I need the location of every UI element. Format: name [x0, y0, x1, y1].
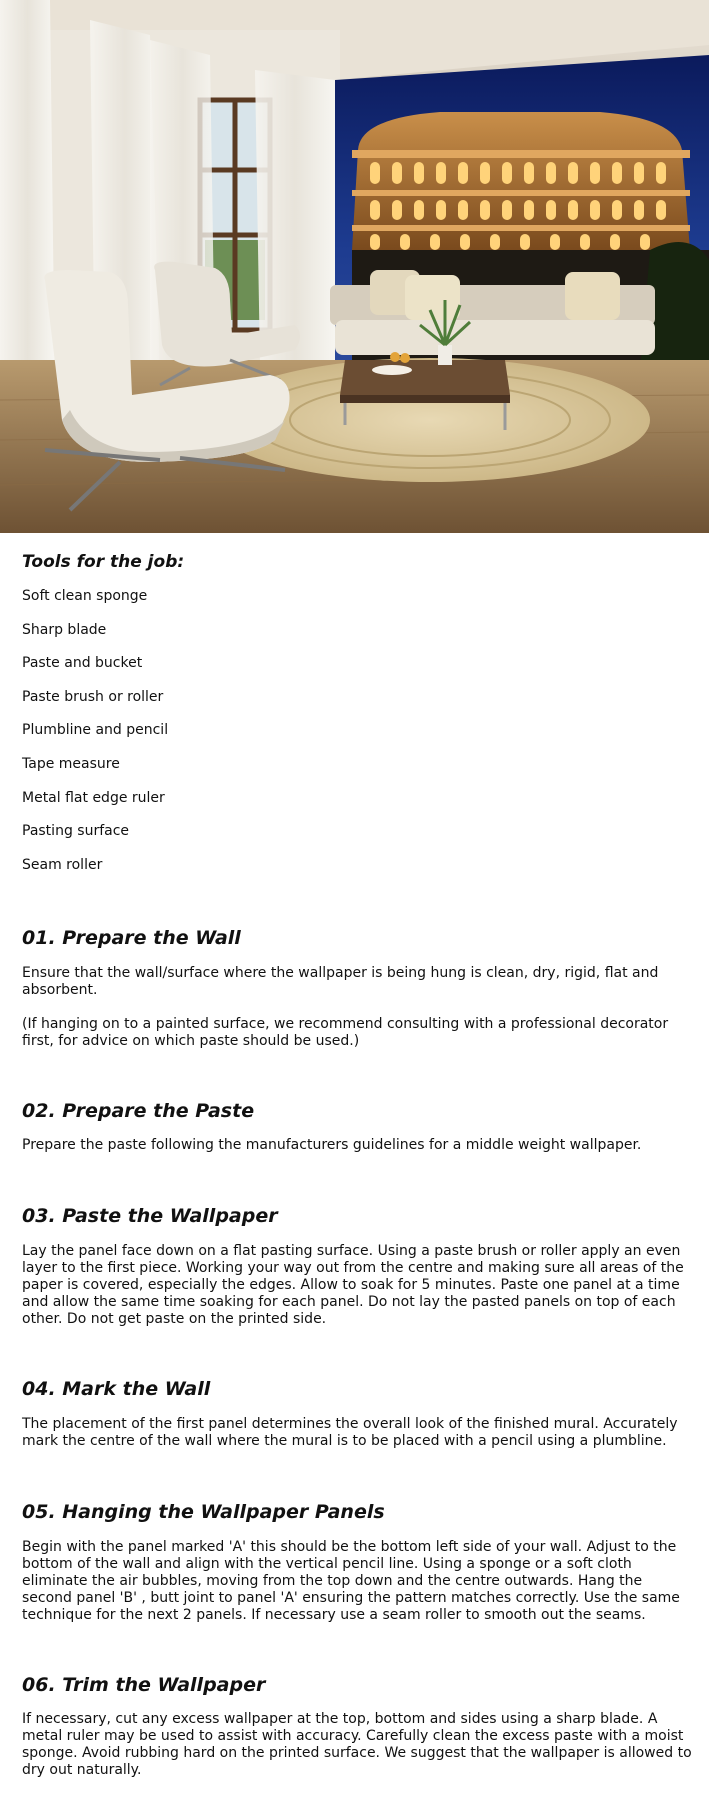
section-body-paste-wallpaper [22, 1243, 694, 1328]
room-mural-photo [0, 0, 709, 533]
list-item: Tape measure [22, 755, 120, 772]
list-item: Paste and bucket [22, 655, 143, 672]
section-body-prepare-wall [22, 965, 694, 1050]
paragraph: (If hanging on to a painted surface, we recommend consulting with a professional decorator first, for advice on which paste should be used.) [22, 1016, 669, 1049]
tools-list [22, 587, 168, 889]
section-title-prepare-paste: 02. Prepare the Paste [22, 1100, 255, 1122]
paragraph: Begin with the panel marked 'A' this should be the bottom left side of your wall. Adjust to the bottom of the wall and align with the vertical pencil line. Using a sponge or a soft cloth eliminate the air bubbles, moving from the top down and the centre outwards. Hang the second panel 'B' , butt joint to panel 'A' ensuring the pattern matches correctly. Use the same technique for the next 2 panels. If necessary use a seam roller to smooth out the seams. [22, 1539, 680, 1623]
section-body-hanging-panels [22, 1539, 694, 1624]
room-illustration [0, 0, 709, 533]
section-title-mark-wall: 04. Mark the Wall [22, 1378, 211, 1400]
tools-heading: Tools for the job: [22, 552, 185, 572]
list-item: Pasting surface [22, 823, 130, 840]
paragraph: If necessary, cut any excess wallpaper at the top, bottom and sides using a sharp blade. A metal ruler may be used to assist with accuracy. Carefully clean the excess paste with a moist sponge. Avoid rubbing hard on the printed surface. We suggest that the wallpaper is allowed to dry out naturally. [22, 1711, 692, 1778]
section-title-prepare-wall: 01. Prepare the Wall [22, 927, 241, 949]
paragraph: The placement of the first panel determines the overall look of the finished mural. Accurately mark the centre of the wall where the mural is to be placed with a pencil using a plumbline. [22, 1416, 678, 1449]
list-item: Plumbline and pencil [22, 722, 169, 739]
list-item: Paste brush or roller [22, 688, 164, 705]
section-body-trim-wallpaper [22, 1711, 694, 1779]
list-item: Seam roller [22, 856, 103, 873]
section-title-paste-wallpaper: 03. Paste the Wallpaper [22, 1205, 278, 1227]
list-item: Sharp blade [22, 621, 107, 638]
section-title-trim-wallpaper: 06. Trim the Wallpaper [22, 1674, 266, 1696]
list-item: Metal flat edge ruler [22, 789, 165, 806]
list-item: Soft clean sponge [22, 588, 148, 604]
paragraph: Prepare the paste following the manufacturers guidelines for a middle weight wallpaper. [22, 1137, 642, 1153]
section-title-hanging-panels: 05. Hanging the Wallpaper Panels [22, 1501, 385, 1523]
section-body-mark-wall [22, 1416, 694, 1450]
paragraph: Ensure that the wall/surface where the wallpaper is being hung is clean, dry, rigid, flat and absorbent. [22, 965, 659, 998]
section-body-prepare-paste [22, 1137, 694, 1154]
paragraph: Lay the panel face down on a flat pasting surface. Using a paste brush or roller apply an even layer to the first piece. Working your way out from the centre and making sure all areas of the paper is covered, especially the edges. Allow to soak for 5 minutes. Paste one panel at a time and allow the same time soaking for each panel. Do not lay the pasted panels on top of each other. Do not get paste on the printed side. [22, 1243, 684, 1327]
